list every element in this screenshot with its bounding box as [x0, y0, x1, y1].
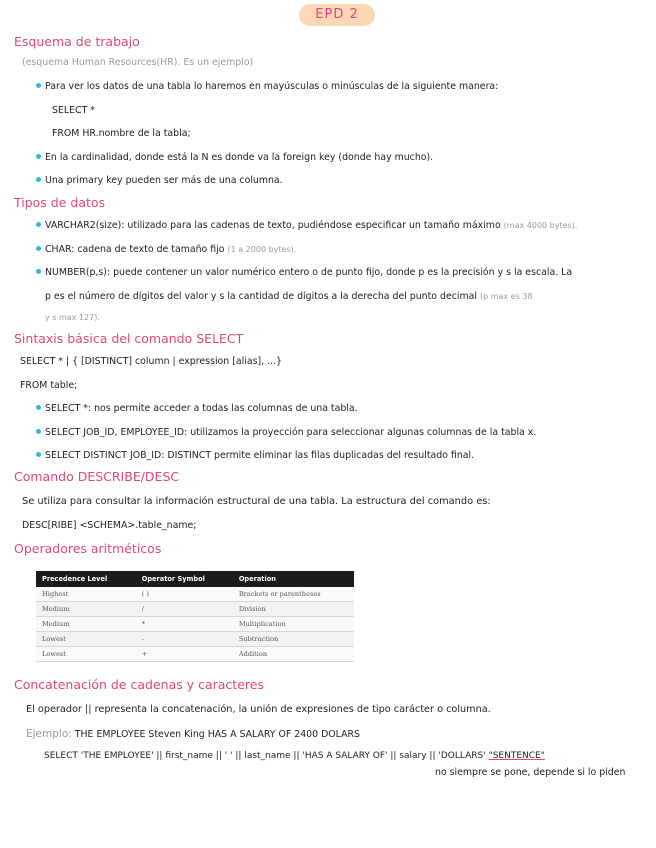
heading-esquema: Esquema de trabajo	[14, 34, 140, 49]
page-badge: EPD 2	[299, 4, 375, 26]
header-operator-symbol: Operator Symbol	[136, 571, 233, 587]
tipos-char-text: CHAR: cadena de texto de tamaño fijo	[45, 244, 225, 255]
select-bullet-1-text: SELECT *: nos permite acceder a todas las columnas de una tabla.	[45, 403, 358, 414]
tipos-varchar-text: VARCHAR2(size): utilizado para las cadenas de texto, pudiéndose especificar un tamaño máximo	[45, 220, 501, 231]
heading-select: Sintaxis básica del comando SELECT	[14, 331, 244, 346]
concat-example	[26, 728, 360, 741]
tipos-char-note: (1 a 2000 bytes).	[227, 245, 297, 254]
esquema-code-2: FROM HR.nombre de la tabla;	[52, 128, 191, 139]
concat-text: El operador || representa la concatenación, la unión de expresiones de tipo carácter o columna.	[26, 704, 491, 715]
precedence-table	[36, 571, 354, 662]
concat-code-alias: "SENTENCE"	[488, 751, 545, 761]
tipos-varchar-note: (max 4000 bytes).	[503, 221, 578, 230]
bullet-icon	[36, 154, 41, 159]
describe-text: Se utiliza para consultar la información estructural de una tabla. La estructura del comando es:	[22, 496, 491, 507]
cell-level: Medium	[36, 617, 136, 632]
select-bullet-3-text: SELECT DISTINCT JOB_ID: DISTINCT permite eliminar las filas duplicadas del resultado final.	[45, 450, 475, 461]
cell-operation: Addition	[233, 647, 354, 662]
esquema-bullet-2-text: En la cardinalidad, donde está la N es donde va la foreign key (donde hay mucho).	[45, 152, 434, 163]
bullet-icon	[36, 405, 41, 410]
concat-code-main: SELECT 'THE EMPLOYEE' || first_name || ' ' || last_name || 'HAS A SALARY OF' || salary || 'DOLLARS'	[44, 751, 486, 761]
cell-symbol: ( )	[136, 587, 233, 602]
bullet-icon	[36, 83, 41, 88]
cell-level: Lowest	[36, 632, 136, 647]
esquema-bullet-1-text: Para ver los datos de una tabla lo haremos en mayúsculas o minúsculas de la siguiente manera:	[45, 81, 499, 92]
bullet-icon	[36, 429, 41, 434]
concat-alias-note: no siempre se pone, depende si lo piden	[435, 767, 626, 778]
cell-level: Lowest	[36, 647, 136, 662]
table-row	[36, 647, 354, 662]
table-row	[36, 602, 354, 617]
tipos-number-line1: NUMBER(p,s): puede contener un valor numérico entero o de punto fijo, donde p es la precisión y s la escala. La	[45, 267, 573, 278]
esquema-bullet-3-text: Una primary key pueden ser más de una columna.	[45, 175, 283, 186]
esquema-note: (esquema Human Resources(HR). Es un ejemplo)	[22, 57, 254, 68]
tipos-number-note2: y s max 127).	[45, 313, 100, 322]
cell-operation: Subtraction	[233, 632, 354, 647]
precedence-header-row	[36, 571, 354, 587]
table-row	[36, 632, 354, 647]
heading-aritmeticos: Operadores aritméticos	[14, 541, 162, 556]
bullet-icon	[36, 222, 41, 227]
bullet-icon	[36, 452, 41, 457]
select-bullet-1	[36, 403, 358, 415]
heading-tipos: Tipos de datos	[14, 195, 106, 210]
cell-symbol: /	[136, 602, 233, 617]
esquema-code-1: SELECT *	[52, 105, 95, 116]
bullet-icon	[36, 177, 41, 182]
heading-concat: Concatenación de cadenas y caracteres	[14, 677, 264, 692]
tipos-number-line2: p es el número de dígitos del valor y s la cantidad de dígitos a la derecha del punto decimal	[45, 291, 477, 302]
select-bullet-2	[36, 427, 536, 439]
tipos-char	[36, 244, 296, 256]
header-operation: Operation	[233, 571, 354, 587]
table-row	[36, 617, 354, 632]
describe-code: DESC[RIBE] <SCHEMA>.table_name;	[22, 520, 197, 531]
bullet-icon	[36, 246, 41, 251]
tipos-number-note1: (p max es 38	[479, 292, 533, 301]
select-syntax-2: FROM table;	[20, 380, 78, 391]
table-row	[36, 587, 354, 602]
heading-describe: Comando DESCRIBE/DESC	[14, 469, 180, 484]
concat-example-label: Ejemplo:	[26, 728, 72, 740]
cell-symbol: *	[136, 617, 233, 632]
cell-operation: Multiplication	[233, 617, 354, 632]
tipos-number	[36, 267, 572, 279]
cell-level: Highest	[36, 587, 136, 602]
concat-code	[44, 750, 545, 762]
select-bullet-2-text: SELECT JOB_ID, EMPLOYEE_ID: utilizamos la proyección para seleccionar algunas columnas de la tabla x.	[45, 427, 537, 438]
select-bullet-3	[36, 450, 474, 462]
cell-operation: Brackets or parentheses	[233, 587, 354, 602]
tipos-number-2	[45, 291, 533, 303]
tipos-varchar	[36, 220, 577, 232]
esquema-bullet-1	[36, 81, 498, 93]
concat-example-text: THE EMPLOYEE Steven King HAS A SALARY OF 2400 DOLARS	[74, 729, 360, 740]
esquema-bullet-2	[36, 152, 433, 164]
cell-operation: Division	[233, 602, 354, 617]
bullet-icon	[36, 269, 41, 274]
cell-symbol: +	[136, 647, 233, 662]
cell-level: Medium	[36, 602, 136, 617]
select-syntax-1: SELECT * | { [DISTINCT] column | expression [alias], ...}	[20, 356, 282, 367]
esquema-bullet-3	[36, 175, 283, 187]
cell-symbol: -	[136, 632, 233, 647]
header-precedence-level: Precedence Level	[36, 571, 136, 587]
